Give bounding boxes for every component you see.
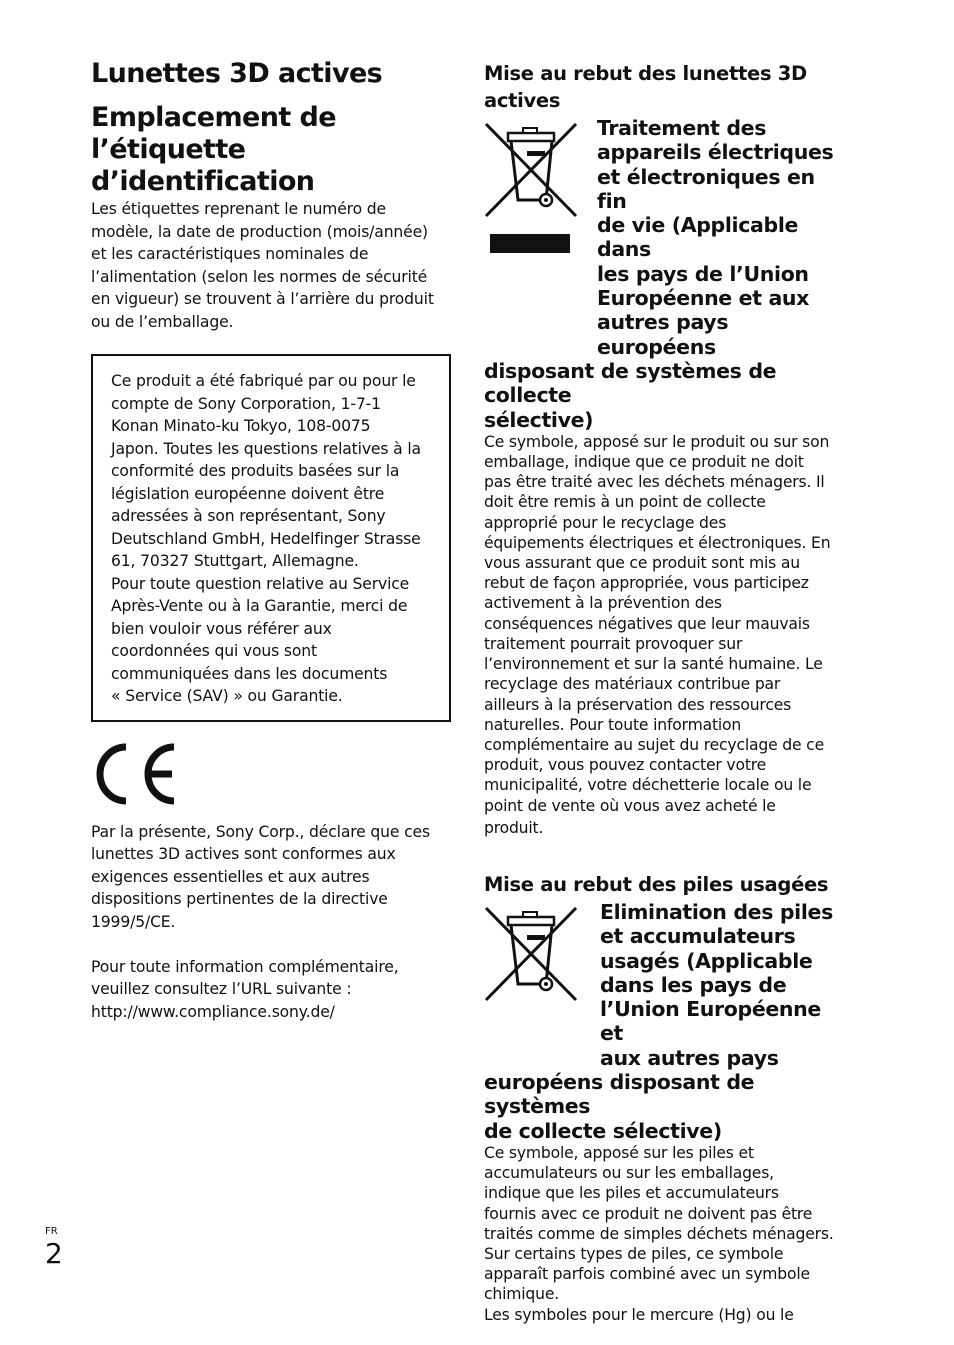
page-number: 2 (45, 1237, 63, 1270)
text-line: coordonnées qui vous sont (111, 642, 317, 660)
text-line: l’alimentation (selon les normes de sécurité (91, 267, 428, 286)
text-line: doit être remis à un point de collecte (484, 493, 766, 512)
title-line: sélective) (484, 407, 594, 432)
label-location-title (91, 102, 451, 198)
title-line: Traitement des (597, 116, 767, 140)
title-line: disposant de systèmes de collecte (484, 358, 777, 408)
text-line: adressées à son représentant, Sony (111, 507, 386, 525)
text-line: conséquences négatives que leur mauvais (484, 614, 810, 633)
text-line: produit, vous pouvez contacter votre (484, 756, 767, 775)
text-line: produit. (484, 818, 544, 837)
title-line: Emplacement de (91, 102, 336, 133)
text-line: équipements électriques et électroniques. En (484, 533, 831, 552)
text-line: naturelles. Pour toute information (484, 715, 742, 734)
title-line: européens disposant de systèmes (484, 1070, 755, 1119)
title-line: les pays de l’Union (597, 261, 809, 286)
text-line: compte de Sony Corporation, 1-7-1 (111, 394, 381, 413)
crossed-out-wheelie-bin-icon (484, 122, 580, 220)
text-line: traitement pourrait provoquer sur (484, 634, 743, 653)
text-line: recyclage des matériaux contribue par (484, 675, 781, 694)
label-location-text (91, 198, 451, 333)
declaration-text (91, 821, 451, 934)
text-line: vous assurant que ce produit sont mis au (484, 554, 800, 573)
title-line: appareils électriques (597, 140, 834, 165)
battery-disposal-heading: Mise au rebut des piles usagées (484, 872, 829, 896)
text-line: législation européenne doivent être (111, 484, 385, 503)
text-line: 61, 70327 Stuttgart, Allemagne. (111, 552, 359, 570)
text-line: conformité des produits basées sur la (111, 462, 400, 480)
right-column (484, 60, 846, 1325)
glasses-disposal-heading (484, 60, 846, 114)
title-line: et accumulateurs (600, 924, 796, 949)
text-line: Ce produit a été fabriqué par ou pour le (111, 372, 416, 390)
title-line: usagés (Applicable (600, 948, 813, 973)
battery-body-text (484, 1143, 846, 1325)
text-line: emballage, indique que ce produit ne doit (484, 453, 804, 472)
text-line: Après-Vente ou à la Garantie, merci de (111, 597, 408, 615)
text-line: bien vouloir vous référer aux (111, 619, 332, 638)
text-line: 1999/5/CE. (91, 912, 176, 931)
text-line: fournis avec ce produit ne doivent pas être (484, 1204, 813, 1223)
text-line: ou de l’emballage. (91, 312, 234, 331)
manufacturer-notice-text (111, 370, 431, 708)
title-line: l’étiquette (91, 134, 246, 165)
language-code: FR (45, 1226, 58, 1237)
title-line: l’Union Européenne et (600, 997, 821, 1046)
crossed-out-wheelie-bin-icon (484, 906, 580, 1004)
title-line: d’identification (91, 166, 315, 197)
page-footer (45, 1226, 63, 1269)
text-line: modèle, la date de production (mois/année) (91, 222, 428, 241)
text-line: accumulateurs ou sur les emballages, (484, 1164, 774, 1183)
title-line: de collecte sélective) (484, 1118, 722, 1143)
text-line: activement à la prévention des (484, 594, 722, 613)
title-line: autres pays européens (597, 310, 729, 359)
text-line: exigences essentielles et aux autres (91, 867, 370, 886)
weee-block (484, 116, 846, 432)
text-line: apparaît parfois combiné avec un symbole (484, 1265, 810, 1284)
text-line: Ce symbole, apposé sur le produit ou sur son (484, 432, 830, 451)
title-line: et électroniques en fin (597, 164, 815, 213)
battery-weee-block (484, 900, 846, 1143)
text-line: municipalité, votre déchetterie locale ou le (484, 776, 812, 795)
weee-body-text (484, 432, 846, 838)
title-line: de vie (Applicable dans (597, 213, 799, 262)
left-column (91, 58, 451, 1023)
text-line: chimique. (484, 1285, 560, 1304)
compliance-url[interactable]: http://www.compliance.sony.de/ (91, 1002, 335, 1021)
heading-line: Mise au rebut des lunettes 3D (484, 62, 807, 85)
text-line: Pour toute question relative au Service (111, 574, 410, 593)
manufacturer-notice-box (91, 354, 451, 722)
text-line: point de vente où vous avez acheté le (484, 796, 776, 815)
text-line: l’environnement et sur la santé humaine. Le (484, 655, 823, 674)
text-line: Par la présente, Sony Corp., déclare que ces (91, 822, 430, 841)
text-line: pas être traité avec les déchets ménagers. Il (484, 473, 825, 492)
text-line: complémentaire au sujet du recyclage de ce (484, 735, 824, 754)
text-line: dispositions pertinentes de la directive (91, 890, 388, 908)
text-line: traités comme de simples déchets ménagers. (484, 1224, 834, 1243)
ce-mark-icon (90, 742, 178, 806)
text-line: Sur certains types de piles, ce symbole (484, 1244, 784, 1263)
text-line: Konan Minato-ku Tokyo, 108-0075 (111, 417, 371, 435)
text-line: rebut de façon appropriée, vous participez (484, 574, 809, 593)
text-line: communiquées dans les documents (111, 664, 388, 683)
text-line: Ce symbole, apposé sur les piles et (484, 1143, 754, 1162)
text-line: veuillez consultez l’URL suivante : (91, 980, 352, 998)
heading-line: actives (484, 89, 561, 112)
weee-date-bar (490, 234, 570, 253)
text-line: lunettes 3D actives sont conformes aux (91, 845, 396, 863)
text-line: Les symboles pour le mercure (Hg) ou le (484, 1305, 794, 1324)
text-line: Deutschland GmbH, Hedelfinger Strasse (111, 529, 421, 548)
text-line: approprié pour le recyclage des (484, 513, 727, 532)
title-line: aux autres pays (600, 1045, 779, 1070)
spacer (91, 933, 451, 956)
page-title: Lunettes 3D actives (91, 58, 383, 89)
title-line: dans les pays de (600, 972, 787, 997)
text-line: indique que les piles et accumulateurs (484, 1184, 779, 1203)
text-line: Japon. Toutes les questions relatives à la (111, 439, 421, 458)
text-line: et les caractéristiques nominales de (91, 245, 369, 263)
text-line: Pour toute information complémentaire, (91, 957, 399, 976)
text-line: Les étiquettes reprenant le numéro de (91, 200, 386, 218)
text-line: en vigueur) se trouvent à l’arrière du produit (91, 290, 434, 308)
title-line: Européenne et aux (597, 286, 810, 311)
text-line: « Service (SAV) » ou Garantie. (111, 687, 343, 705)
compliance-info-text (91, 956, 451, 1024)
text-line: ailleurs à la préservation des ressources (484, 695, 792, 714)
title-line: Elimination des piles (600, 899, 833, 924)
